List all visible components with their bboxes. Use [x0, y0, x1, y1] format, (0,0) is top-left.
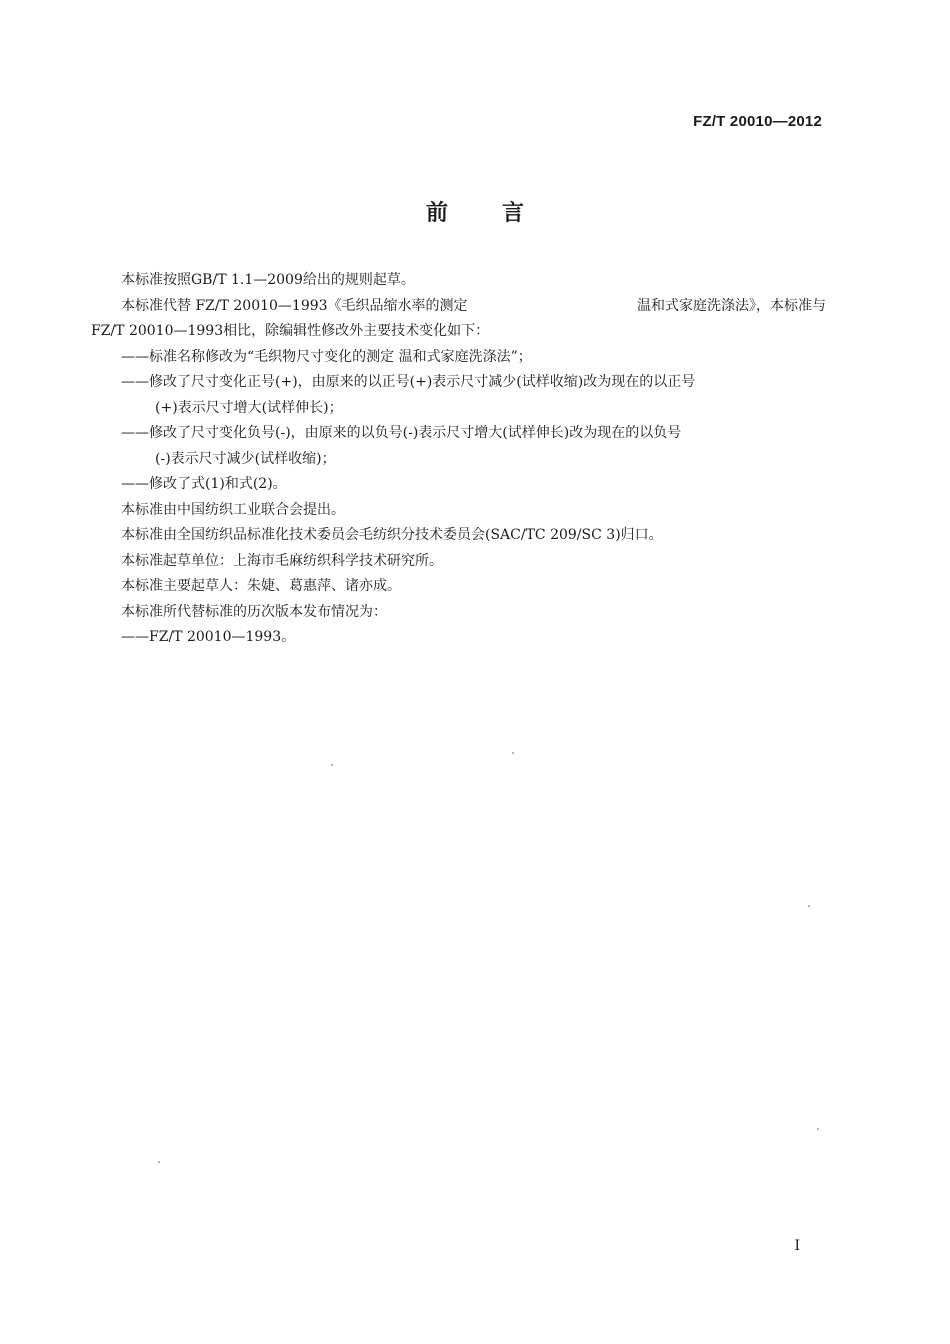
replacement-text-a: 本标准代替 FZ/T 20010—1993《毛织品缩水率的测定: [121, 297, 468, 314]
change-item-minus-sign-line-2: (-)表示尺寸减少(试样收缩)；: [155, 450, 336, 467]
paragraph-drafting-rules: 本标准按照GB/T 1.1—2009给出的规则起草。: [121, 272, 415, 288]
scan-speck: [817, 1128, 819, 1130]
change-item-minus-sign-line-1: ——修改了尺寸变化负号(-)，由原来的以负号(-)表示尺寸增大(试样伸长)改为现在的以负号: [121, 425, 682, 441]
foreword-body: [0, 268, 950, 651]
paragraph-drafting-unit: 本标准起草单位：上海市毛麻纺织科学技术研究所。: [121, 552, 443, 569]
paragraph-replacement-line-1: [0, 294, 950, 320]
scan-speck: [331, 764, 333, 766]
replacement-text-b: 温和式家庭洗涤法》，本标准与: [637, 297, 826, 314]
change-item-plus-sign-line-2: (+)表示尺寸增大(试样伸长)；: [155, 399, 343, 416]
change-item-title: ——标准名称修改为“毛织物尺寸变化的测定 温和式家庭洗涤法”；: [121, 348, 532, 365]
page-title: 前言: [425, 201, 578, 226]
scan-speck: [158, 1161, 160, 1163]
paragraph-proposed-by: 本标准由中国纺织工业联合会提出。: [121, 501, 345, 518]
paragraph-drafters: 本标准主要起草人：朱婕、葛惠萍、诸亦成。: [121, 578, 401, 594]
previous-version-item: ——FZ/T 20010—1993。: [121, 629, 296, 645]
document-code: FZ/T 20010—2012: [693, 113, 822, 130]
paragraph-replacement-line-2: FZ/T 20010—1993相比，除编辑性修改外主要技术变化如下：: [91, 323, 490, 339]
change-item-formulas: ——修改了式(1)和式(2)。: [121, 476, 287, 492]
scan-speck: [808, 905, 810, 907]
paragraph-previous-versions: 本标准所代替标准的历次版本发布情况为：: [121, 603, 387, 620]
page-number: I: [794, 1238, 800, 1254]
paragraph-centralized-by: 本标准由全国纺织品标准化技术委员会毛纺织分技术委员会(SAC/TC 209/SC 3)归口。: [121, 527, 663, 543]
change-item-plus-sign-line-1: ——修改了尺寸变化正号(+)，由原来的以正号(+)表示尺寸减少(试样收缩)改为现在的以正号: [121, 374, 696, 390]
scan-speck: [512, 752, 514, 754]
